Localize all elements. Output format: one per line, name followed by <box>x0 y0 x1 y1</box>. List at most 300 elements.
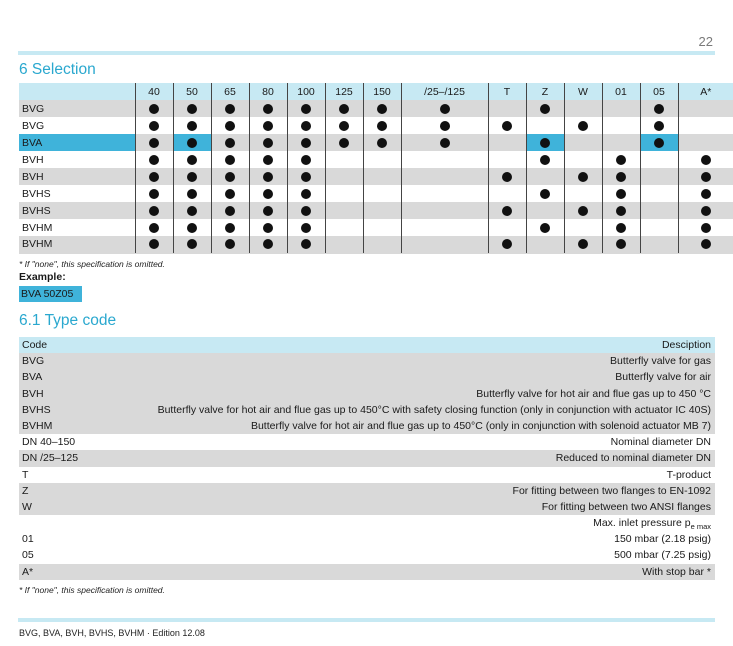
example-value: BVA 50Z05 <box>19 286 82 302</box>
bullet-icon <box>339 104 349 114</box>
selection-cell <box>249 236 287 253</box>
selection-cell <box>287 236 325 253</box>
column-header: /25–/125 <box>401 83 488 100</box>
selection-cell <box>401 185 488 202</box>
bullet-icon <box>377 121 387 131</box>
selection-cell <box>678 236 733 253</box>
bullet-icon <box>263 223 273 233</box>
type-description <box>513 483 711 499</box>
bottom-rule <box>18 618 715 622</box>
selection-cell <box>363 185 401 202</box>
column-header: 150 <box>363 83 401 100</box>
selection-cell <box>678 134 733 151</box>
selection-cell <box>526 185 564 202</box>
bullet-icon <box>263 206 273 216</box>
bullet-icon <box>225 189 235 199</box>
selection-cell <box>135 151 173 168</box>
bullet-icon <box>578 172 588 182</box>
selection-cell <box>526 151 564 168</box>
type-code-footnote: * If "none", this specification is omitted. <box>19 585 165 595</box>
bullet-icon <box>301 155 311 165</box>
selection-cell <box>602 185 640 202</box>
selection-cell <box>249 185 287 202</box>
type-code-row <box>19 515 715 531</box>
bullet-icon <box>616 155 626 165</box>
bullet-icon <box>540 138 550 148</box>
selection-cell <box>640 100 678 117</box>
selection-cell <box>173 236 211 253</box>
bullet-icon <box>502 206 512 216</box>
selection-cell <box>287 219 325 236</box>
column-header: 65 <box>211 83 249 100</box>
type-description <box>610 353 711 369</box>
bullet-icon <box>225 104 235 114</box>
selection-cell <box>488 185 526 202</box>
selection-row <box>19 185 733 202</box>
column-header: 01 <box>602 83 640 100</box>
selection-cell <box>173 219 211 236</box>
type-description <box>615 369 711 385</box>
bullet-icon <box>540 155 550 165</box>
selection-title: 6 Selection <box>19 61 96 78</box>
selection-cell <box>211 151 249 168</box>
type-code: BVG <box>22 355 45 368</box>
selection-cell <box>249 134 287 151</box>
bullet-icon <box>701 223 711 233</box>
selection-header-row <box>19 83 733 100</box>
column-header: A* <box>678 83 733 100</box>
selection-cell <box>640 117 678 134</box>
selection-cell <box>363 219 401 236</box>
selection-cell <box>488 117 526 134</box>
type-description-text: Butterfly valve for air <box>615 371 711 384</box>
selection-cell <box>135 117 173 134</box>
bullet-icon <box>187 172 197 182</box>
type-code-table <box>19 337 715 580</box>
selection-row <box>19 236 733 253</box>
selection-cell <box>678 117 733 134</box>
type-description <box>642 564 711 580</box>
row-label: BVG <box>19 100 135 117</box>
type-code-row <box>19 353 715 369</box>
selection-row <box>19 117 733 134</box>
selection-cell <box>640 134 678 151</box>
selection-cell <box>602 202 640 219</box>
column-header: 40 <box>135 83 173 100</box>
bullet-icon <box>187 239 197 249</box>
column-header: 100 <box>287 83 325 100</box>
type-code-header <box>19 337 715 353</box>
bullet-icon <box>701 155 711 165</box>
selection-cell <box>564 236 602 253</box>
type-description <box>611 434 711 450</box>
type-description <box>556 450 711 466</box>
selection-cell <box>249 100 287 117</box>
selection-cell <box>602 168 640 185</box>
bullet-icon <box>263 189 273 199</box>
selection-cell <box>564 185 602 202</box>
selection-cell <box>678 202 733 219</box>
selection-table <box>19 83 733 254</box>
type-description-text: Butterfly valve for hot air and flue gas up to 450°C with safety closing function (only in conjunction with actuator IC 40S) <box>157 403 711 416</box>
selection-cell <box>564 202 602 219</box>
selection-cell <box>173 151 211 168</box>
selection-cell <box>640 236 678 253</box>
bullet-icon <box>616 206 626 216</box>
type-description-text: 150 mbar (2.18 psig) <box>614 533 711 546</box>
type-code: DN 40–150 <box>22 436 76 449</box>
type-description <box>158 402 711 418</box>
selection-cell <box>602 219 640 236</box>
bullet-icon <box>616 172 626 182</box>
selection-cell <box>135 185 173 202</box>
selection-cell <box>173 168 211 185</box>
type-code-row <box>19 418 715 434</box>
selection-cell <box>173 185 211 202</box>
type-code-row <box>19 531 715 547</box>
selection-cell <box>325 100 363 117</box>
bullet-icon <box>263 172 273 182</box>
bullet-icon <box>502 172 512 182</box>
selection-cell <box>211 236 249 253</box>
bullet-icon <box>540 104 550 114</box>
bullet-icon <box>149 189 159 199</box>
selection-cell <box>173 117 211 134</box>
row-label: BVG <box>22 119 45 132</box>
bullet-icon <box>540 223 550 233</box>
bullet-icon <box>263 239 273 249</box>
selection-cell <box>211 117 249 134</box>
selection-cell <box>211 202 249 219</box>
selection-cell <box>211 168 249 185</box>
selection-cell <box>526 100 564 117</box>
type-description-text: Reduced to nominal diameter DN <box>555 452 711 465</box>
header-code: Code <box>22 339 48 351</box>
bullet-icon <box>301 239 311 249</box>
selection-cell <box>488 151 526 168</box>
bullet-icon <box>187 189 197 199</box>
selection-cell <box>211 134 249 151</box>
selection-cell <box>173 100 211 117</box>
type-code-row <box>19 369 715 385</box>
selection-cell <box>325 219 363 236</box>
type-description-text: Butterfly valve for gas <box>610 355 711 368</box>
type-code-row <box>19 547 715 563</box>
selection-cell <box>325 134 363 151</box>
selection-cell <box>211 185 249 202</box>
selection-cell <box>401 151 488 168</box>
selection-cell <box>287 202 325 219</box>
type-code: T <box>22 468 29 481</box>
selection-row <box>19 134 733 151</box>
selection-cell <box>173 202 211 219</box>
bullet-icon <box>701 189 711 199</box>
type-code: A* <box>22 565 34 578</box>
type-code-row <box>19 450 715 466</box>
bullet-icon <box>225 172 235 182</box>
selection-cell <box>678 151 733 168</box>
type-code: 05 <box>22 549 34 562</box>
selection-cell <box>135 219 173 236</box>
type-code: BVA <box>22 371 43 384</box>
bullet-icon <box>616 189 626 199</box>
bullet-icon <box>225 223 235 233</box>
selection-cell <box>211 100 249 117</box>
bullet-icon <box>502 239 512 249</box>
row-label: BVA <box>19 134 135 151</box>
type-code: DN /25–125 <box>22 452 79 465</box>
top-rule <box>18 51 715 55</box>
bullet-icon <box>225 138 235 148</box>
selection-cell <box>678 100 733 117</box>
bullet-icon <box>654 121 664 131</box>
selection-cell <box>526 134 564 151</box>
type-description-text: Max. inlet pressure p <box>593 517 691 530</box>
bullet-icon <box>578 239 588 249</box>
selection-cell <box>602 134 640 151</box>
type-description <box>593 515 711 531</box>
selection-cell <box>401 100 488 117</box>
bullet-icon <box>149 223 159 233</box>
bullet-icon <box>149 121 159 131</box>
bullet-icon <box>377 138 387 148</box>
bullet-icon <box>578 121 588 131</box>
column-header: 125 <box>325 83 363 100</box>
selection-cell <box>488 219 526 236</box>
column-header: W <box>564 83 602 100</box>
selection-cell <box>363 168 401 185</box>
type-description-text: With stop bar * <box>642 565 711 578</box>
type-code: BVHS <box>22 403 51 416</box>
header-blank <box>19 83 135 100</box>
selection-cell <box>135 202 173 219</box>
row-label: BVHM <box>19 236 135 253</box>
selection-cell <box>526 219 564 236</box>
selection-cell <box>135 134 173 151</box>
selection-cell <box>526 168 564 185</box>
selection-cell <box>363 236 401 253</box>
type-description-text: Butterfly valve for hot air and flue gas up to 450 °C <box>476 387 711 400</box>
selection-cell <box>488 202 526 219</box>
bullet-icon <box>187 155 197 165</box>
bullet-icon <box>377 104 387 114</box>
selection-cell <box>325 117 363 134</box>
selection-cell <box>249 202 287 219</box>
selection-cell <box>564 151 602 168</box>
selection-cell <box>602 117 640 134</box>
type-description-text: For fitting between two flanges to EN-1092 <box>512 484 711 497</box>
type-description-text: T-product <box>666 468 711 481</box>
bullet-icon <box>187 223 197 233</box>
selection-cell <box>325 185 363 202</box>
selection-row <box>19 202 733 219</box>
selection-cell <box>678 185 733 202</box>
bullet-icon <box>440 104 450 114</box>
selection-cell <box>287 168 325 185</box>
selection-cell <box>249 117 287 134</box>
selection-cell <box>363 151 401 168</box>
bullet-icon <box>149 206 159 216</box>
type-code-row <box>19 483 715 499</box>
row-label: BVHS <box>22 187 51 200</box>
selection-cell <box>135 168 173 185</box>
bullet-icon <box>301 223 311 233</box>
selection-row <box>19 100 733 117</box>
column-header: T <box>488 83 526 100</box>
type-description <box>251 418 711 434</box>
selection-cell <box>287 117 325 134</box>
selection-cell <box>488 100 526 117</box>
selection-row <box>19 219 733 236</box>
type-code-row <box>19 434 715 450</box>
bullet-icon <box>301 121 311 131</box>
bullet-icon <box>263 121 273 131</box>
bullet-icon <box>301 104 311 114</box>
selection-cell <box>678 168 733 185</box>
type-description-text: Butterfly valve for hot air and flue gas up to 450°C (only in conjunction with solenoid actuator MB 7) <box>250 419 711 432</box>
column-header: 50 <box>173 83 211 100</box>
selection-cell <box>602 100 640 117</box>
type-code-row <box>19 499 715 515</box>
selection-cell <box>564 219 602 236</box>
type-code: 01 <box>22 533 34 546</box>
selection-cell <box>401 117 488 134</box>
bullet-icon <box>301 189 311 199</box>
selection-cell <box>640 202 678 219</box>
selection-cell <box>526 202 564 219</box>
column-header: 80 <box>249 83 287 100</box>
type-code-title: 6.1 Type code <box>19 312 117 329</box>
bullet-icon <box>339 121 349 131</box>
bullet-icon <box>187 206 197 216</box>
column-header: Z <box>526 83 564 100</box>
type-description-text: 500 mbar (7.25 psig) <box>614 549 711 562</box>
bullet-icon <box>701 239 711 249</box>
selection-cell <box>526 117 564 134</box>
selection-cell <box>135 100 173 117</box>
type-code-row <box>19 467 715 483</box>
bullet-icon <box>440 121 450 131</box>
selection-cell <box>249 151 287 168</box>
bullet-icon <box>578 206 588 216</box>
selection-cell <box>640 151 678 168</box>
selection-cell <box>287 100 325 117</box>
type-description-text: Nominal diameter DN <box>610 436 711 449</box>
bullet-icon <box>187 121 197 131</box>
selection-cell <box>401 219 488 236</box>
row-label: BVH <box>22 153 44 166</box>
bullet-icon <box>654 104 664 114</box>
bullet-icon <box>339 138 349 148</box>
bullet-icon <box>187 138 197 148</box>
type-code: BVH <box>22 387 44 400</box>
selection-cell <box>564 134 602 151</box>
selection-row <box>19 151 733 168</box>
selection-cell <box>564 100 602 117</box>
bullet-icon <box>225 206 235 216</box>
selection-footnote: * If "none", this specification is omitted. <box>19 259 165 269</box>
selection-cell <box>564 117 602 134</box>
example-label: Example: <box>19 271 66 283</box>
selection-cell <box>488 168 526 185</box>
selection-cell <box>401 134 488 151</box>
selection-row <box>19 168 733 185</box>
selection-cell <box>135 236 173 253</box>
bullet-icon <box>149 155 159 165</box>
page-number: 22 <box>698 34 713 49</box>
bullet-icon <box>149 239 159 249</box>
type-code-row <box>19 402 715 418</box>
selection-cell <box>325 168 363 185</box>
selection-cell <box>325 236 363 253</box>
type-code-row <box>19 386 715 402</box>
bullet-icon <box>263 104 273 114</box>
type-code: Z <box>22 484 29 497</box>
bullet-icon <box>225 121 235 131</box>
bullet-icon <box>616 239 626 249</box>
selection-cell <box>325 151 363 168</box>
bullet-icon <box>301 138 311 148</box>
type-description <box>614 547 711 563</box>
row-label: BVHS <box>19 202 135 219</box>
selection-cell <box>602 236 640 253</box>
selection-cell <box>401 202 488 219</box>
selection-cell <box>564 168 602 185</box>
selection-cell <box>401 236 488 253</box>
selection-cell <box>401 168 488 185</box>
bullet-icon <box>263 155 273 165</box>
selection-cell <box>640 185 678 202</box>
type-description-text: For fitting between two ANSI flanges <box>541 500 711 513</box>
bullet-icon <box>149 104 159 114</box>
selection-cell <box>249 168 287 185</box>
bullet-icon <box>701 206 711 216</box>
selection-cell <box>363 134 401 151</box>
selection-cell <box>363 117 401 134</box>
bullet-icon <box>225 239 235 249</box>
bullet-icon <box>701 172 711 182</box>
bullet-icon <box>502 121 512 131</box>
selection-cell <box>287 185 325 202</box>
footer-edition: BVG, BVA, BVH, BVHS, BVHM · Edition 12.08 <box>19 628 205 638</box>
bullet-icon <box>301 206 311 216</box>
selection-cell <box>211 219 249 236</box>
type-code: BVHM <box>22 419 53 432</box>
bullet-icon <box>263 138 273 148</box>
selection-cell <box>488 236 526 253</box>
selection-cell <box>173 134 211 151</box>
type-code-row <box>19 564 715 580</box>
selection-cell <box>325 202 363 219</box>
bullet-icon <box>301 172 311 182</box>
selection-cell <box>640 219 678 236</box>
column-header: 05 <box>640 83 678 100</box>
selection-cell <box>602 151 640 168</box>
row-label: BVH <box>19 168 135 185</box>
pressure-subscript: e max <box>690 522 711 532</box>
bullet-icon <box>540 189 550 199</box>
header-description: Desciption <box>661 339 711 351</box>
type-description <box>614 531 711 547</box>
type-description <box>667 467 711 483</box>
type-description <box>476 386 711 402</box>
type-description <box>542 499 711 515</box>
selection-cell <box>363 202 401 219</box>
bullet-icon <box>149 172 159 182</box>
row-label: BVHM <box>22 221 53 234</box>
selection-cell <box>640 168 678 185</box>
bullet-icon <box>616 223 626 233</box>
